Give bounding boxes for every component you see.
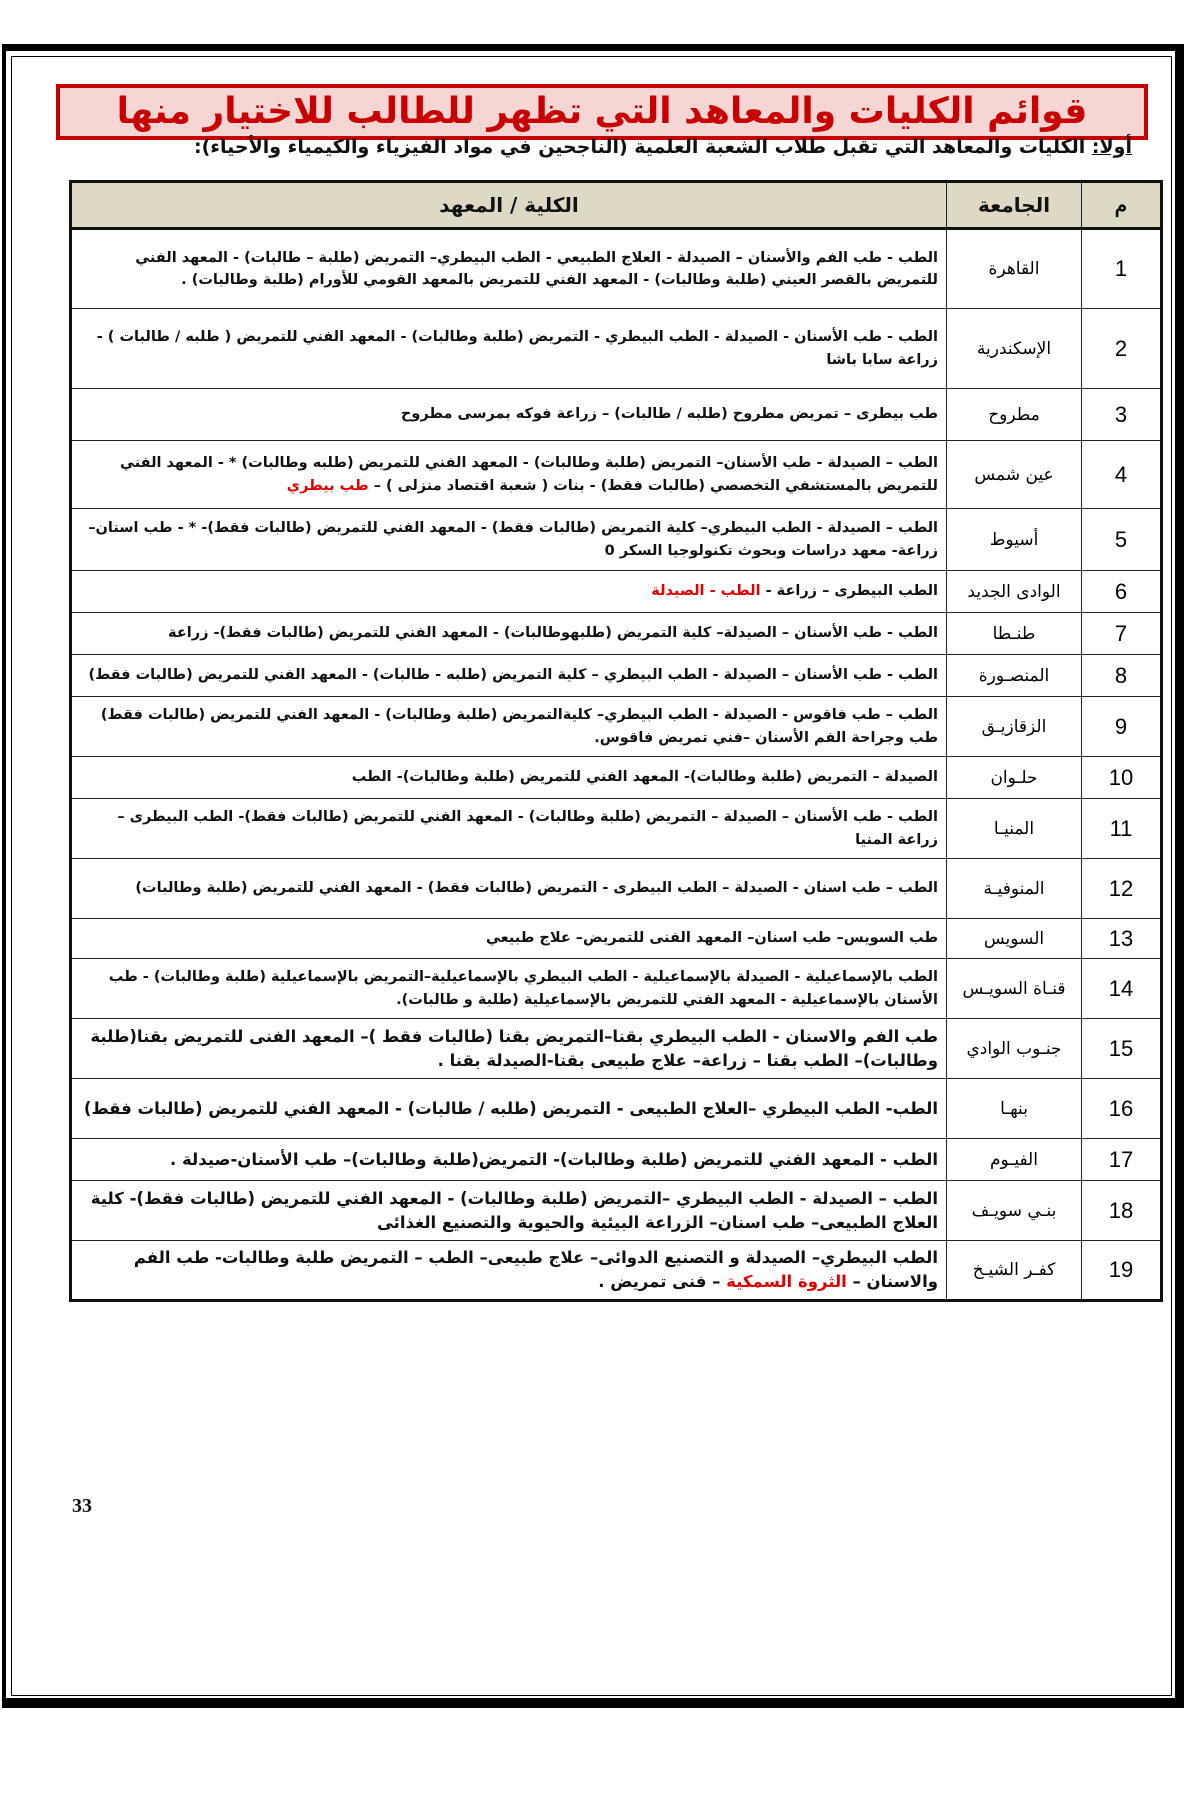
faculty-text: الطب - طب الأسنان – الصيدلة – التمريض (طلبة وطالبات) - المعهد الفني للتمريض (طالبات فقط)- الطب البيطرى – زراعة المنيا <box>117 809 938 848</box>
university-name: قنـاة السويـس <box>947 959 1082 1019</box>
faculty-list <box>71 509 947 571</box>
header-university: الجامعة <box>947 182 1082 229</box>
table-row <box>71 509 1162 571</box>
university-name: حلـوان <box>947 757 1082 799</box>
faculty-highlight: الثروة السمكية <box>726 1272 847 1291</box>
faculty-list <box>71 757 947 799</box>
university-name: الإسكندرية <box>947 309 1082 389</box>
row-number: 12 <box>1082 859 1162 919</box>
row-number: 16 <box>1082 1079 1162 1139</box>
faculty-list <box>71 1139 947 1181</box>
faculty-text: الطب – طب فاقوس - الصيدلة - الطب البيطري– كليةالتمريض (طلبة وطالبات) - المعهد الفني للتمريض (طالبات فقط) طب وجراحة الفم الأسنان –فني تمريض فاقوس. <box>100 707 938 746</box>
row-number: 13 <box>1082 919 1162 959</box>
faculty-text: طب السويس– طب اسنان– المعهد الفنى للتمريض– علاج طبيعي <box>486 930 938 947</box>
university-name: المنيـا <box>947 799 1082 859</box>
faculty-list <box>71 309 947 389</box>
table-row <box>71 1241 1162 1301</box>
row-number: 15 <box>1082 1019 1162 1079</box>
header-number: م <box>1082 182 1162 229</box>
faculty-list <box>71 1241 947 1301</box>
faculty-text: الطب - طب الأسنان – الصيدلة– كلية التمريض (طلبهوطالبات) - المعهد الفني للتمريض (طالبات فقط)- زراعة <box>168 625 938 642</box>
section-description: الكليات والمعاهد التي تقبل طلاب الشعبة العلمية (الناجحين في مواد الفيزياء والكيمياء والأحياء): <box>194 136 1092 158</box>
faculty-text: الصيدلة – التمريض (طلبة وطالبات)- المعهد الفني للتمريض (طلبة وطالبات)- الطب <box>351 769 938 786</box>
university-name: الزقازيـق <box>947 697 1082 757</box>
row-number: 17 <box>1082 1139 1162 1181</box>
university-name: أسيوط <box>947 509 1082 571</box>
faculty-list <box>71 389 947 441</box>
faculty-text: طب بيطرى – تمريض مطروح (طلبه / طالبات) – زراعة فوكه بمرسى مطروح <box>400 406 938 423</box>
university-name: القاهرة <box>947 229 1082 309</box>
faculty-text: الطب - طب الأسنان – الصيدلة - الطب البيطري – كلية التمريض (طلبه - طالبات) - المعهد الفني للتمريض (طالبات فقط) <box>88 667 938 684</box>
faculty-text: الطب - طب الأسنان - الصيدلة - الطب البيطري - التمريض (طلبة وطالبات) - المعهد الفني للتمريض ( طلبه / طالبات ) - زراعة سابا باشا <box>96 329 938 368</box>
faculties-table <box>69 180 1163 1302</box>
header-faculty: الكلية / المعهد <box>71 182 947 229</box>
faculty-text: الطب – الصيدلة - الطب البيطري –التمريض (طلبة وطالبات) - المعهد الفني للتمريض (طالبات فقط)- كلية العلاج الطبيعى– طب اسنان– الزراعة البيئية والحيوية والتصنيع الغذائى <box>90 1188 938 1232</box>
faculty-list <box>71 229 947 309</box>
university-name: المنوفيـة <box>947 859 1082 919</box>
row-number: 18 <box>1082 1181 1162 1241</box>
faculty-list <box>71 655 947 697</box>
row-number: 14 <box>1082 959 1162 1019</box>
section-prefix: أولا: <box>1091 136 1132 158</box>
faculty-highlight: طب بيطري <box>286 477 369 494</box>
faculty-text: الطب – الصيدلة - الطب البيطري– كلية التمريض (طالبات فقط) - المعهد الفني للتمريض (طالبات فقط)- * - طب اسنان– زراعة- معهد دراسات وبحوث تكنولوجيا السكر 0 <box>88 520 938 559</box>
row-number: 8 <box>1082 655 1162 697</box>
row-number: 2 <box>1082 309 1162 389</box>
table-row <box>71 229 1162 309</box>
faculty-list <box>71 571 947 613</box>
table-row <box>71 757 1162 799</box>
faculty-list <box>71 697 947 757</box>
faculty-text: الطب – طب اسنان - الصيدلة – الطب البيطرى - التمريض (طالبات فقط) - المعهد الفني للتمريض (طلبة وطالبات) <box>135 880 938 897</box>
faculty-highlight: الطب - الصيدلة <box>651 583 761 600</box>
university-name: بنهـا <box>947 1079 1082 1139</box>
faculty-text: الطب البيطري– الصيدلة و التصنيع الدوائى– علاج طبيعى– الطب – التمريض طلبة وطالبات- طب الفم والاسنان – <box>133 1248 938 1291</box>
row-number: 19 <box>1082 1241 1162 1301</box>
faculty-list <box>71 441 947 509</box>
page-number: 33 <box>72 1495 92 1517</box>
table-row <box>71 441 1162 509</box>
faculty-list <box>71 959 947 1019</box>
faculty-text: الطب - المعهد الفني للتمريض (طلبة وطالبات)- التمريض(طلبة وطالبات)– طب الأسنان-صيدلة . <box>170 1149 938 1169</box>
university-name: المنصـورة <box>947 655 1082 697</box>
table-row <box>71 309 1162 389</box>
row-number: 11 <box>1082 799 1162 859</box>
university-name: بنـي سويـف <box>947 1181 1082 1241</box>
table-row <box>71 859 1162 919</box>
row-number: 1 <box>1082 229 1162 309</box>
row-number: 4 <box>1082 441 1162 509</box>
faculty-text: الطب - طب الفم والأسنان – الصيدلة - العلاج الطبيعي - الطب البيطري– التمريض (طلبة – طالبات) - المعهد الفني للتمريض بالقصر العيني (طلبة وطالبات) - المعهد الفني للتمريض بالمعهد القومي للأورام (طلبة وطالبات) . <box>135 249 938 288</box>
table-row <box>71 799 1162 859</box>
faculty-list <box>71 859 947 919</box>
table-row <box>71 697 1162 757</box>
table-row <box>71 389 1162 441</box>
university-name: طنـطا <box>947 613 1082 655</box>
faculty-text: طب الفم والاسنان - الطب البيطري بقنا–التمريض بقنا (طالبات فقط )– المعهد الفنى للتمريض بقنا(طلبة وطالبات)– الطب بقنا – زراعة– علاج طبيعى بقنا-الصيدلة بقنا . <box>90 1026 938 1070</box>
faculty-text-tail: – فنى تمريض . <box>598 1272 727 1291</box>
page-title: قوائم الكليات والمعاهد التي تظهر للطالب للاختيار منها <box>116 91 1088 132</box>
title-banner <box>56 84 1148 140</box>
table-row <box>71 959 1162 1019</box>
row-number: 7 <box>1082 613 1162 655</box>
faculty-list <box>71 799 947 859</box>
university-name: السويس <box>947 919 1082 959</box>
university-name: الفيـوم <box>947 1139 1082 1181</box>
faculty-list <box>71 1019 947 1079</box>
table-row <box>71 655 1162 697</box>
table-row <box>71 1181 1162 1241</box>
faculty-list <box>71 613 947 655</box>
section-subtitle <box>194 136 1132 158</box>
faculty-text: الطب بالإسماعيلية - الصيدلة بالإسماعيلية - الطب البيطري بالإسماعيلية–التمريض بالإسماعيلية (طلبة وطالبات) - طب الأسنان بالإسماعيلية - المعهد الفني للتمريض بالإسماعيلية (طلبة و طالبات). <box>108 969 938 1008</box>
table-row <box>71 919 1162 959</box>
row-number: 9 <box>1082 697 1162 757</box>
table-row <box>71 1079 1162 1139</box>
faculty-text: الطب البيطرى – زراعة - <box>760 583 938 600</box>
table-header-row <box>71 182 1162 229</box>
university-name: مطروح <box>947 389 1082 441</box>
university-name: جنـوب الوادي <box>947 1019 1082 1079</box>
faculty-list <box>71 1079 947 1139</box>
table-row <box>71 1139 1162 1181</box>
table-row <box>71 613 1162 655</box>
university-name: عين شمس <box>947 441 1082 509</box>
faculty-text: الطب – الصيدلة - طب الأسنان– التمريض (طلبة وطالبات) - المعهد الفني للتمريض (طلبه وطالبات) * - المعهد الفني للتمريض بالمستشفي التخصصي (طالبات فقط) - بنات ( شعبة اقتصاد منزلى ) – <box>120 455 938 494</box>
row-number: 10 <box>1082 757 1162 799</box>
table-row <box>71 571 1162 613</box>
table-row <box>71 1019 1162 1079</box>
row-number: 6 <box>1082 571 1162 613</box>
faculty-list <box>71 919 947 959</box>
faculty-text: الطب- الطب البيطري –العلاج الطبيعى - التمريض (طلبه / طالبات) - المعهد الفني للتمريض (طالبات فقط) <box>83 1098 938 1118</box>
row-number: 3 <box>1082 389 1162 441</box>
faculty-list <box>71 1181 947 1241</box>
university-name: الوادى الجديد <box>947 571 1082 613</box>
row-number: 5 <box>1082 509 1162 571</box>
university-name: كفـر الشيـخ <box>947 1241 1082 1301</box>
